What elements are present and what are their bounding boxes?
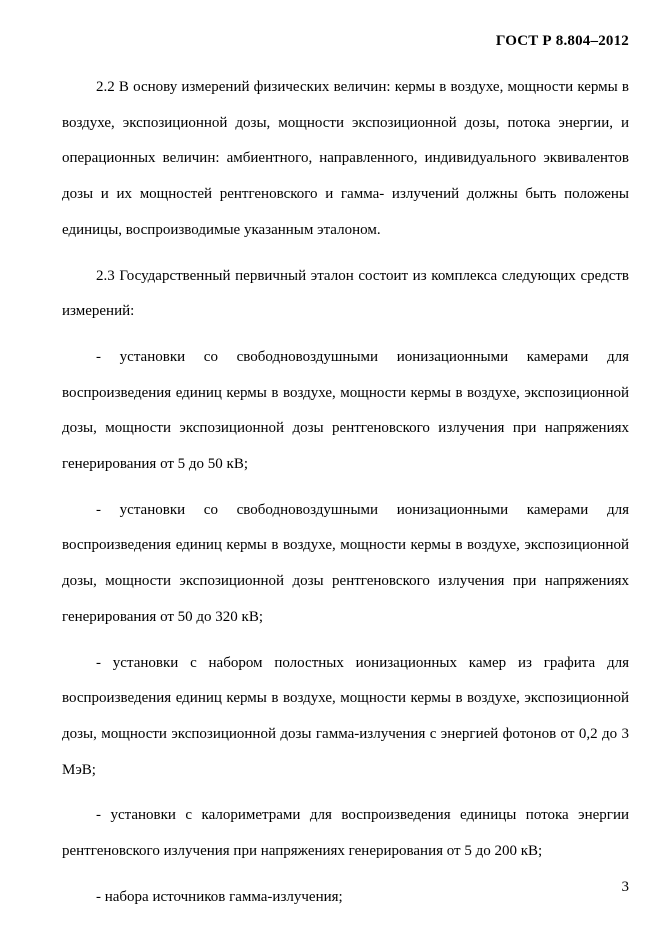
list-item-gamma-sources: - набора источников гамма-излучения;: [96, 888, 343, 905]
list-item-graphite-cavity-chambers: - установки с набором полостных ионизационных камер из графита для воспроизведения единиц кермы в воздухе, мощности кермы в воздухе, экспозиционной дозы, мощности экспозиционной дозы гамма-излучения с энергией фотонов от 0,2 до 3 МэВ;: [62, 654, 629, 778]
page-number: 3: [621, 879, 629, 895]
document-header: ГОСТ Р 8.804–2012: [495, 33, 629, 49]
list-item-setup-5-50kv: - установки со свободновоздушными ионизационными камерами для воспроизведения единиц кермы в воздухе, мощности кермы в воздухе, экспозиционной дозы, мощности экспозиционной дозы рентгеновского излучения при напряжениях генерирования от 5 до 50 кВ;: [62, 348, 629, 473]
list-item-setup-50-320kv: - установки со свободновоздушными ионизационными камерами для воспроизведения единиц кермы в воздухе, мощности кермы в воздухе, экспозиционной дозы, мощности экспозиционной дозы рентгеновского излучения при напряжениях генерирования от 50 до 320 кВ;: [62, 501, 629, 625]
document-body: [62, 70, 629, 925]
paragraph-2-3: 2.3 Государственный первичный эталон состоит из комплекса следующих средств измерений:: [62, 267, 629, 320]
paragraph-2-2: 2.2 В основу измерений физических величин: кермы в воздухе, мощности кермы в воздухе, экспозиционной дозы, мощности экспозиционной дозы, потока энергии, и операционных величин: амбиентного, направленного, индивидуального эквивалентов дозы и их мощностей рентгеновского и гамма- излучений должны быть положены единицы, воспроизводимые указанным эталоном.: [62, 79, 629, 238]
list-item-calorimeters: - установки с калориметрами для воспроизведения единицы потока энергии рентгеновского излучения при напряжениях генерирования от 5 до 200 кВ;: [62, 807, 629, 860]
